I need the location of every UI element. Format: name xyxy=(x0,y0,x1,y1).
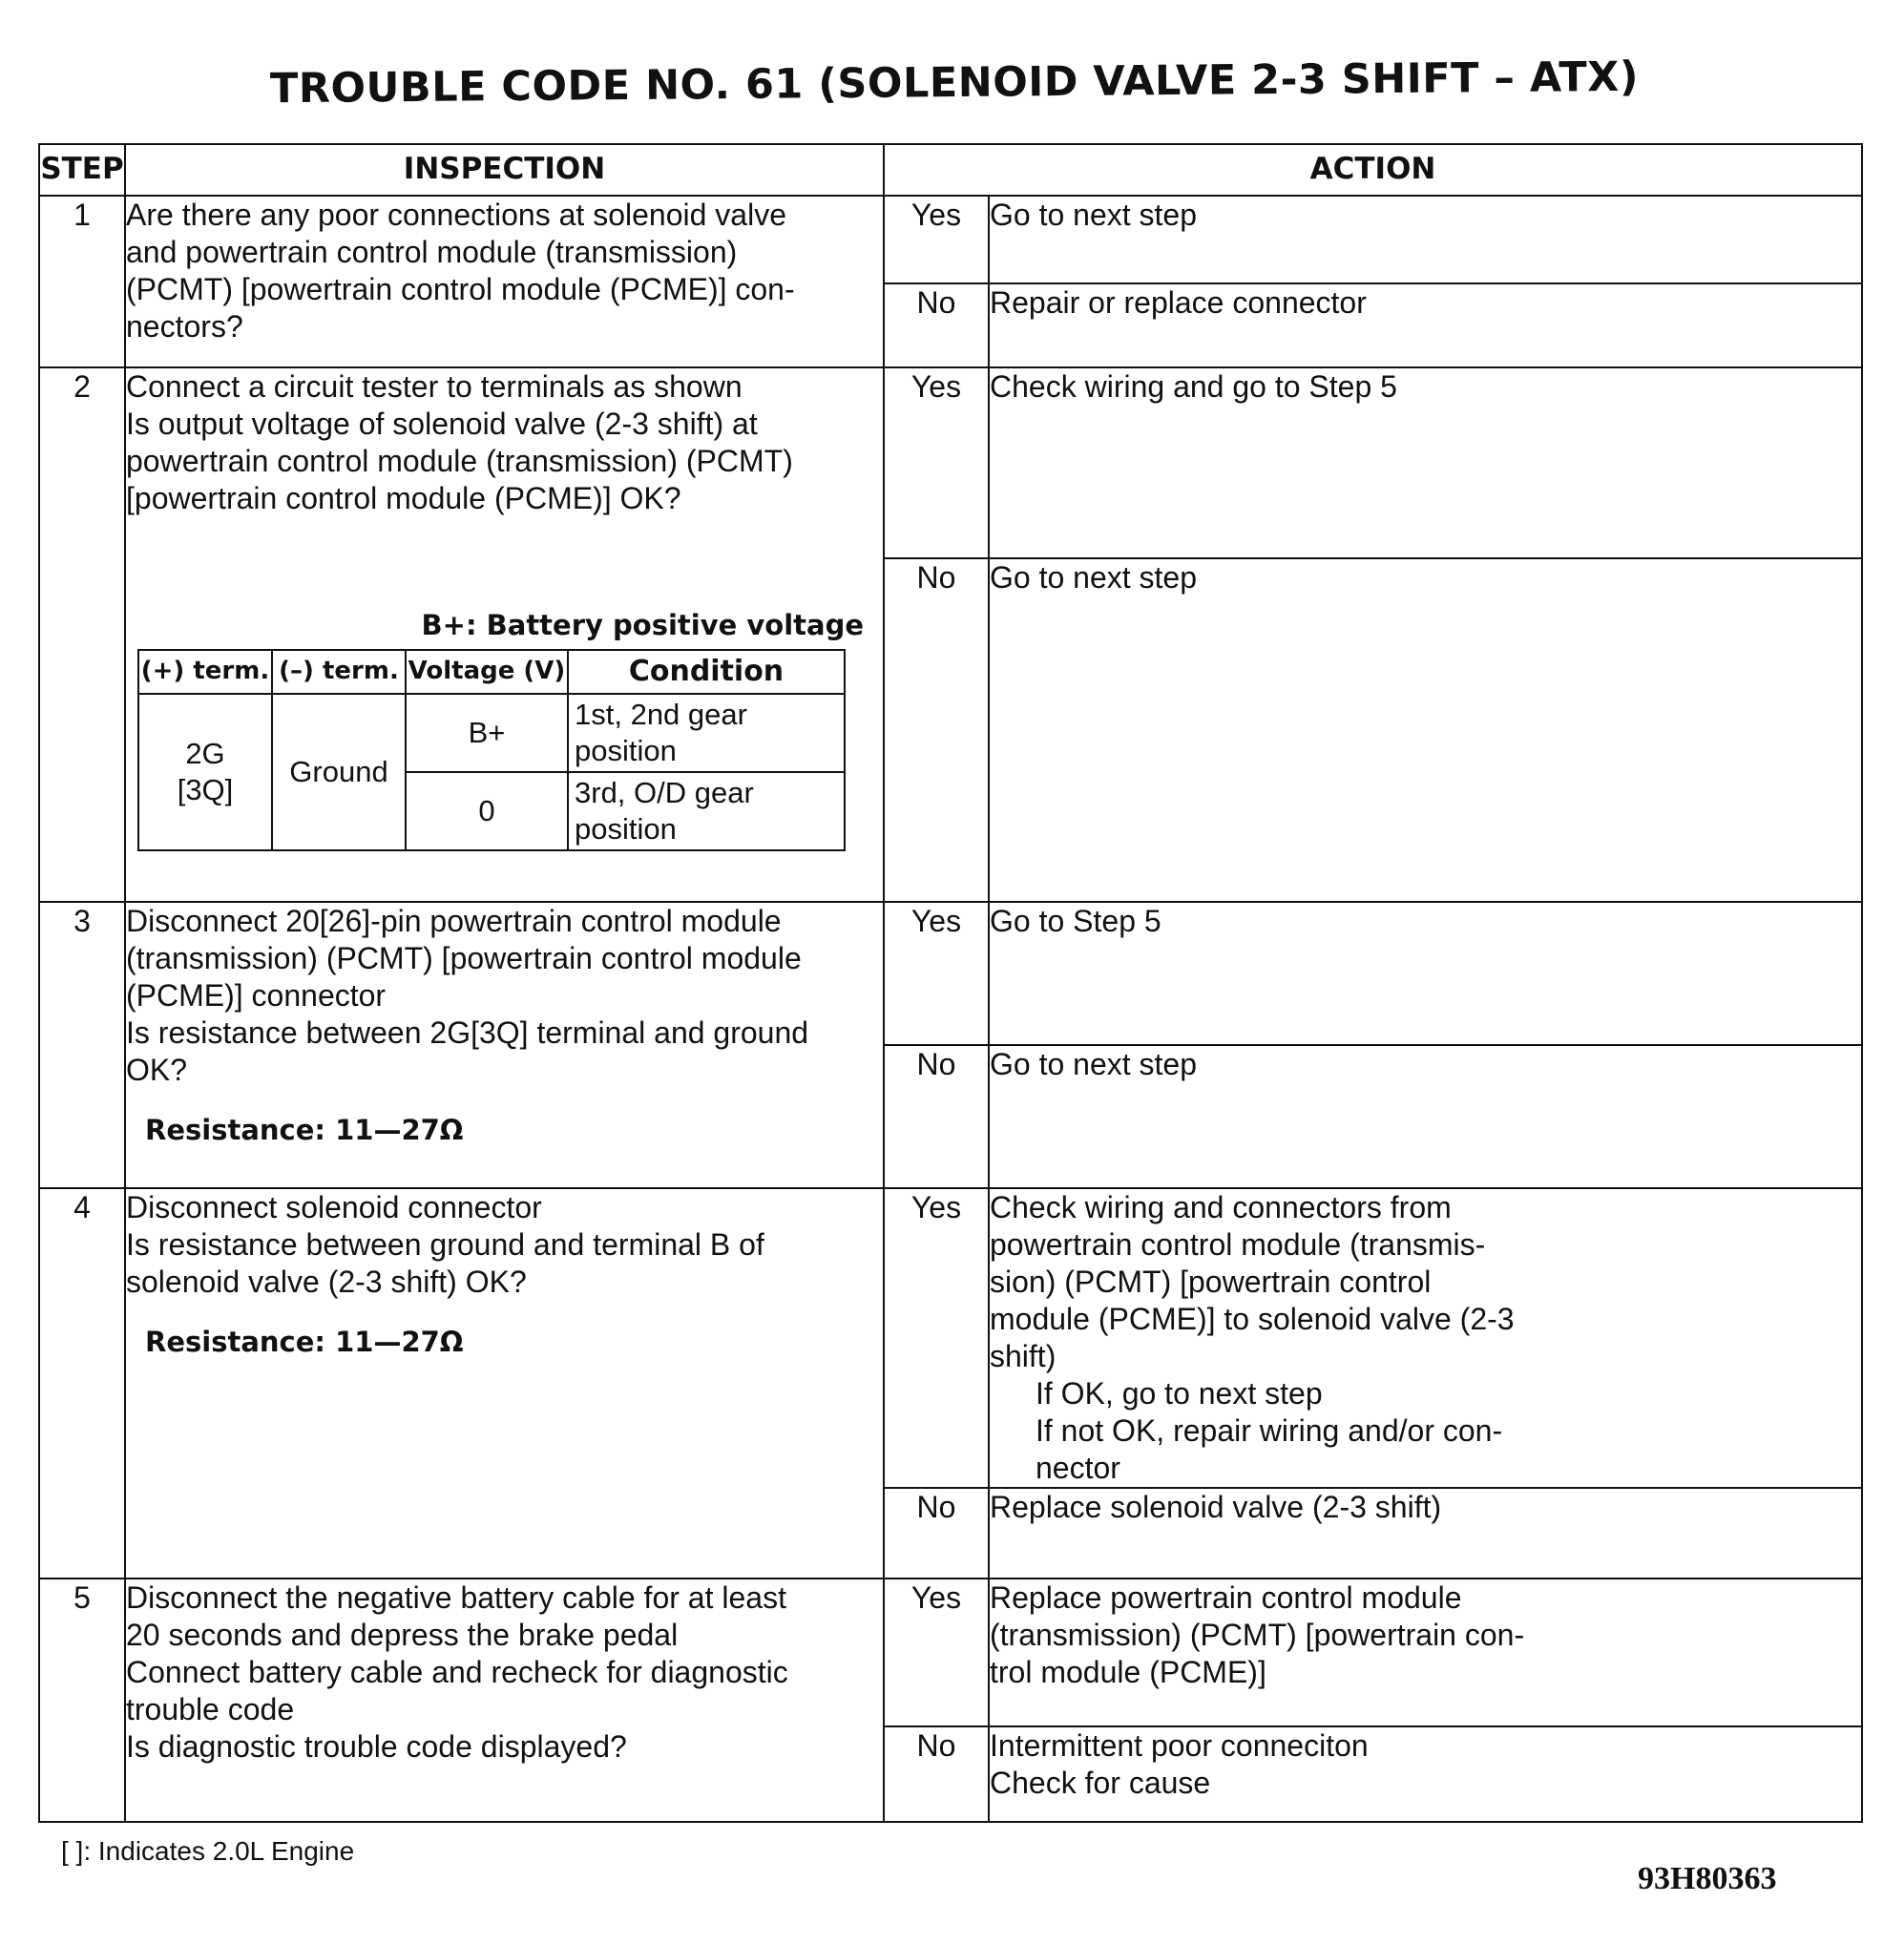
voltage-header: Voltage (V) xyxy=(406,650,568,694)
inspection-cell xyxy=(125,1579,884,1822)
inspection-line: Is resistance between 2G[3Q] terminal and ground xyxy=(126,1015,809,1051)
terminal-label: 2G xyxy=(185,737,225,771)
step-4-yes-row xyxy=(39,1188,1862,1488)
inspection-line: OK? xyxy=(126,1053,188,1088)
no-label: No xyxy=(884,283,989,367)
inspection-line: and powertrain control module (transmission) xyxy=(126,235,738,270)
condition-cell xyxy=(568,694,845,772)
inspection-line: nectors? xyxy=(126,309,243,345)
condition-cell xyxy=(568,772,845,850)
inspection-line: [powertrain control module (PCME)] OK? xyxy=(126,481,681,516)
no-label: No xyxy=(884,1726,989,1822)
step-number: 3 xyxy=(39,902,125,1188)
action-line: Check for cause xyxy=(990,1766,1211,1801)
voltage-spec-table xyxy=(137,649,846,851)
spec-header-row xyxy=(138,650,845,694)
header-row xyxy=(39,144,1862,196)
action-line: Go to next step xyxy=(990,198,1198,232)
terminal-label: [3Q] xyxy=(177,772,234,806)
action-line: shift) xyxy=(990,1339,1057,1374)
spec-caption: B+: Battery positive voltage xyxy=(421,609,864,642)
inspection-line: (PCME)] connector xyxy=(126,978,387,1014)
action-cell xyxy=(989,196,1862,283)
yes-label: Yes xyxy=(884,196,989,283)
action-line: Replace solenoid valve (2-3 shift) xyxy=(990,1490,1442,1525)
no-label: No xyxy=(884,1045,989,1188)
inspection-line: trouble code xyxy=(126,1692,295,1727)
minus-term-cell: Ground xyxy=(272,694,406,850)
step-number: 5 xyxy=(39,1579,125,1822)
no-label: No xyxy=(884,1488,989,1579)
action-line: Intermittent poor conneciton xyxy=(990,1728,1369,1764)
action-line: trol module (PCME)] xyxy=(990,1655,1266,1690)
action-line: module (PCME)] to solenoid valve (2-3 xyxy=(990,1302,1515,1337)
inspection-line: Is resistance between ground and terminal B of xyxy=(126,1227,764,1263)
action-line: powertrain control module (transmis- xyxy=(990,1227,1486,1263)
spec-row xyxy=(138,694,845,772)
inspection-line: powertrain control module (transmission) (PCMT) xyxy=(126,444,793,479)
action-cell xyxy=(989,283,1862,367)
plus-term-cell xyxy=(138,694,272,850)
step-1-yes-row xyxy=(39,196,1862,283)
condition-line: position xyxy=(575,733,677,767)
resistance-spec: Resistance: 11—27Ω xyxy=(145,1326,464,1359)
yes-label: Yes xyxy=(884,1579,989,1726)
condition-line: 1st, 2nd gear xyxy=(575,698,747,732)
figure-id: 93H80363 xyxy=(1638,1861,1777,1896)
condition-line: position xyxy=(575,811,677,846)
step-header: STEP xyxy=(39,144,125,196)
action-line: sion) (PCMT) [powertrain control xyxy=(990,1265,1432,1300)
inspection-line: (PCMT) [powertrain control module (PCME)] con- xyxy=(126,272,795,307)
action-cell xyxy=(989,1045,1862,1188)
action-subline: nector xyxy=(1036,1451,1120,1486)
inspection-cell xyxy=(125,196,884,367)
inspection-line: Is output voltage of solenoid valve (2-3 shift) at xyxy=(126,407,758,442)
plus-term-header: (+) term. xyxy=(138,650,272,694)
inspection-line: Disconnect the negative battery cable for at least xyxy=(126,1580,786,1616)
inspection-line: Connect battery cable and recheck for diagnostic xyxy=(126,1655,788,1690)
action-cell xyxy=(989,902,1862,1045)
inspection-cell xyxy=(125,902,884,1188)
action-line: Check wiring and connectors from xyxy=(990,1190,1452,1224)
minus-term-header: (–) term. xyxy=(272,650,406,694)
inspection-line: Are there any poor connections at solenoid valve xyxy=(126,198,786,232)
action-line: (transmission) (PCMT) [powertrain con- xyxy=(990,1618,1525,1653)
action-line: Go to next step xyxy=(990,560,1198,595)
page-title: TROUBLE CODE NO. 61 (SOLENOID VALVE 2-3 SHIFT – ATX) xyxy=(269,52,1640,114)
action-cell xyxy=(989,558,1862,902)
resistance-spec: Resistance: 11—27Ω xyxy=(145,1114,464,1147)
yes-label: Yes xyxy=(884,902,989,1045)
action-subline: If OK, go to next step xyxy=(1036,1376,1323,1412)
inspection-line: 20 seconds and depress the brake pedal xyxy=(126,1618,679,1653)
action-cell xyxy=(989,1488,1862,1579)
voltage-cell: B+ xyxy=(406,694,568,772)
diagnostic-table xyxy=(38,143,1863,1823)
condition-line: 3rd, O/D gear xyxy=(575,776,754,810)
action-line: Replace powertrain control module xyxy=(990,1580,1462,1616)
action-subline: If not OK, repair wiring and/or con- xyxy=(1036,1413,1503,1449)
step-3-yes-row xyxy=(39,902,1862,1045)
inspection-line: Disconnect solenoid connector xyxy=(126,1190,542,1224)
step-5-yes-row xyxy=(39,1579,1862,1726)
action-cell xyxy=(989,1579,1862,1726)
action-cell xyxy=(989,1726,1862,1822)
step-number: 1 xyxy=(39,196,125,367)
step-number: 4 xyxy=(39,1188,125,1579)
step-number: 2 xyxy=(39,367,125,902)
inspection-line: Is diagnostic trouble code displayed? xyxy=(126,1729,627,1765)
inspection-line: Connect a circuit tester to terminals as shown xyxy=(126,369,743,404)
action-line: Go to Step 5 xyxy=(990,904,1161,938)
inspection-line: (transmission) (PCMT) [powertrain control module xyxy=(126,941,802,976)
no-label: No xyxy=(884,558,989,902)
inspection-line: Disconnect 20[26]-pin powertrain control module xyxy=(126,904,782,938)
action-cell xyxy=(989,367,1862,558)
inspection-header: INSPECTION xyxy=(125,144,884,196)
inspection-cell xyxy=(125,367,884,902)
footnote: [ ]: Indicates 2.0L Engine xyxy=(61,1836,355,1866)
step-2-yes-row xyxy=(39,367,1862,558)
action-line: Go to next step xyxy=(990,1047,1198,1081)
voltage-cell: 0 xyxy=(406,772,568,850)
action-line: Repair or replace connector xyxy=(990,285,1367,320)
action-cell xyxy=(989,1188,1862,1488)
action-line: Check wiring and go to Step 5 xyxy=(990,369,1397,404)
inspection-line: solenoid valve (2-3 shift) OK? xyxy=(126,1265,527,1300)
yes-label: Yes xyxy=(884,1188,989,1488)
action-header: ACTION xyxy=(884,144,1862,196)
inspection-cell xyxy=(125,1188,884,1579)
condition-header: Condition xyxy=(568,650,845,694)
yes-label: Yes xyxy=(884,367,989,558)
